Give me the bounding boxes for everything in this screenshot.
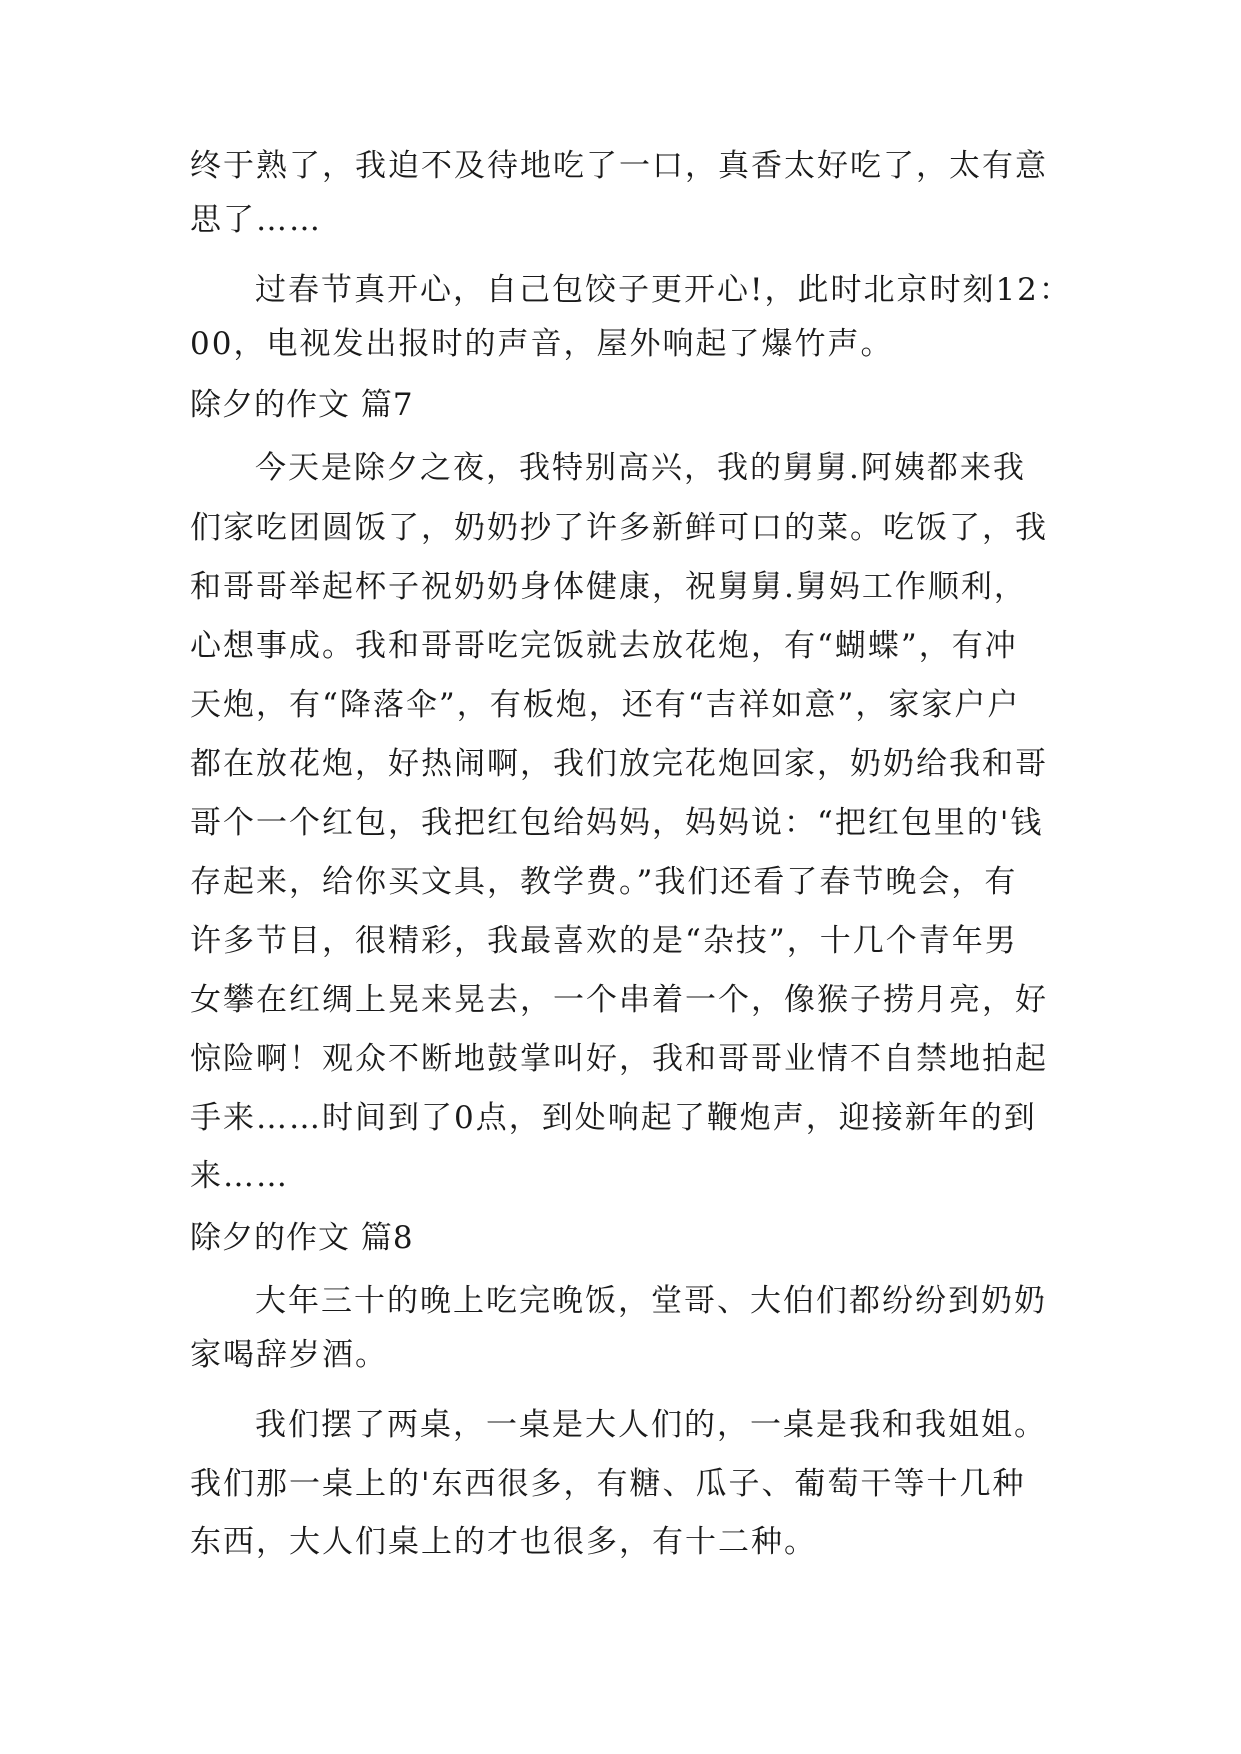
text-line: 我们摆了两桌，一桌是大人们的，一桌是我和我姐姐。 bbox=[255, 1407, 1047, 1443]
text-line: 家喝辞岁酒。 bbox=[190, 1337, 388, 1373]
section-heading: 除夕的作文 篇7 bbox=[190, 387, 414, 423]
text-line: 和哥哥举起杯子祝奶奶身体健康，祝舅舅.舅妈工作顺利， bbox=[190, 569, 1027, 605]
section-heading: 除夕的作文 篇8 bbox=[190, 1220, 414, 1256]
text-line: 们家吃团圆饭了，奶奶抄了许多新鲜可口的菜。吃饭了，我 bbox=[190, 510, 1048, 546]
text-line: 心想事成。我和哥哥吃完饭就去放花炮，有“蝴蝶”，有冲 bbox=[190, 628, 1018, 664]
text-line: 存起来，给你买文具，教学费。”我们还看了春节晚会，有 bbox=[190, 864, 1018, 900]
text-line: 都在放花炮，好热闹啊，我们放完花炮回家，奶奶给我和哥 bbox=[190, 746, 1048, 782]
text-line: 许多节目，很精彩，我最喜欢的是“杂技”，十几个青年男 bbox=[190, 923, 1018, 959]
text-line: 思了…… bbox=[190, 202, 322, 238]
text-line: 今天是除夕之夜，我特别高兴，我的舅舅.阿姨都来我 bbox=[255, 450, 1026, 486]
text-line: 00，电视发出报时的声音，屋外响起了爆竹声。 bbox=[190, 326, 894, 362]
text-line: 过春节真开心，自己包饺子更开心!，此时北京时刻12： bbox=[255, 272, 1072, 308]
text-line: 来…… bbox=[190, 1158, 289, 1194]
text-line: 天炮，有“降落伞”，有板炮，还有“吉祥如意”，家家户户 bbox=[190, 687, 1021, 723]
text-line: 哥个一个红包，我把红包给妈妈，妈妈说：“把红包里的'钱 bbox=[190, 805, 1044, 841]
text-line: 终于熟了，我迫不及待地吃了一口，真香太好吃了，太有意 bbox=[190, 148, 1048, 184]
text-line: 女攀在红绸上晃来晃去，一个串着一个，像猴子捞月亮，好 bbox=[190, 982, 1048, 1018]
text-line: 大年三十的晚上吃完晚饭，堂哥、大伯们都纷纷到奶奶 bbox=[255, 1283, 1047, 1319]
text-line: 手来……时间到了0点，到处响起了鞭炮声，迎接新年的到 bbox=[190, 1100, 1037, 1136]
text-line: 惊险啊！观众不断地鼓掌叫好，我和哥哥业情不自禁地拍起 bbox=[190, 1041, 1048, 1077]
text-line: 东西，大人们桌上的才也很多，有十二种。 bbox=[190, 1524, 817, 1560]
text-line: 我们那一桌上的'东西很多，有糖、瓜子、葡萄干等十几种 bbox=[190, 1466, 1026, 1502]
